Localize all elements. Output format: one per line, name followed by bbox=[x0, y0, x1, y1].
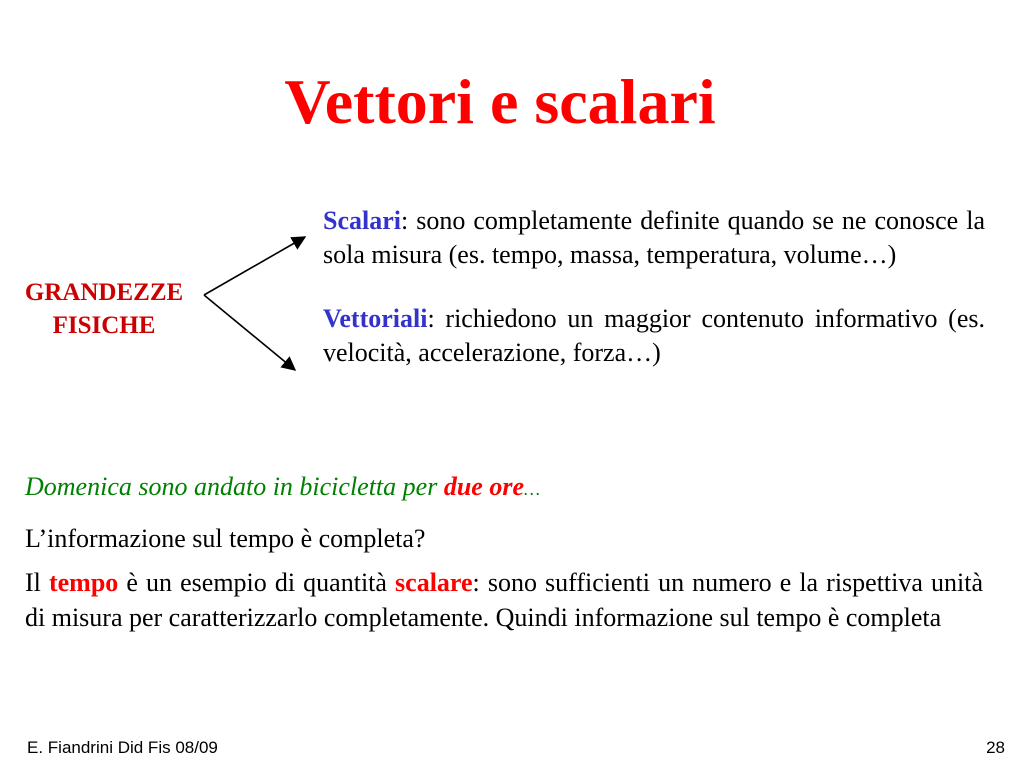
answer-part-3: : sono sufficienti un numero e la rispettiva unità di misura per caratterizzarlo completamente. Quindi informazione sul tempo è completa bbox=[25, 568, 984, 632]
vettoriali-term: Vettoriali bbox=[323, 304, 428, 333]
grandezze-fisiche-label bbox=[6, 276, 202, 342]
arrow-to-vettoriali bbox=[204, 295, 295, 370]
example-sentence bbox=[25, 470, 540, 506]
definitions-block bbox=[323, 204, 985, 370]
vettoriali-text: : richiedono un maggior contenuto informativo (es. velocità, accelerazione, forza…) bbox=[323, 304, 985, 367]
grandezze-line-2: FISICHE bbox=[52, 312, 156, 339]
answer-tempo: tempo bbox=[48, 568, 119, 597]
footer-author: E. Fiandrini Did Fis 08/09 bbox=[27, 738, 218, 757]
example-highlight: due ore bbox=[443, 472, 524, 501]
scalari-definition bbox=[323, 204, 985, 272]
answer-scalare: scalare bbox=[395, 568, 473, 597]
answer-paragraph bbox=[25, 565, 983, 635]
answer-part-2: è un esempio di quantità bbox=[118, 568, 396, 597]
page-number: 28 bbox=[986, 738, 1005, 757]
scalari-text: : sono completamente definite quando se ne conosce la sola misura (es. tempo, massa, temperatura, volume…) bbox=[323, 206, 985, 269]
example-prefix: Domenica sono andato in bicicletta per bbox=[25, 472, 444, 501]
slide-title: Vettori e scalari bbox=[284, 66, 716, 137]
question-text: L’informazione sul tempo è completa? bbox=[25, 524, 426, 553]
grandezze-line-1: GRANDEZZE bbox=[24, 279, 184, 306]
scalari-term: Scalari bbox=[323, 206, 401, 235]
answer-part-1: Il bbox=[25, 568, 49, 597]
example-suffix: … bbox=[524, 479, 541, 499]
vettoriali-definition bbox=[323, 302, 985, 370]
arrow-to-scalari bbox=[204, 237, 305, 295]
branch-arrows bbox=[198, 230, 308, 376]
